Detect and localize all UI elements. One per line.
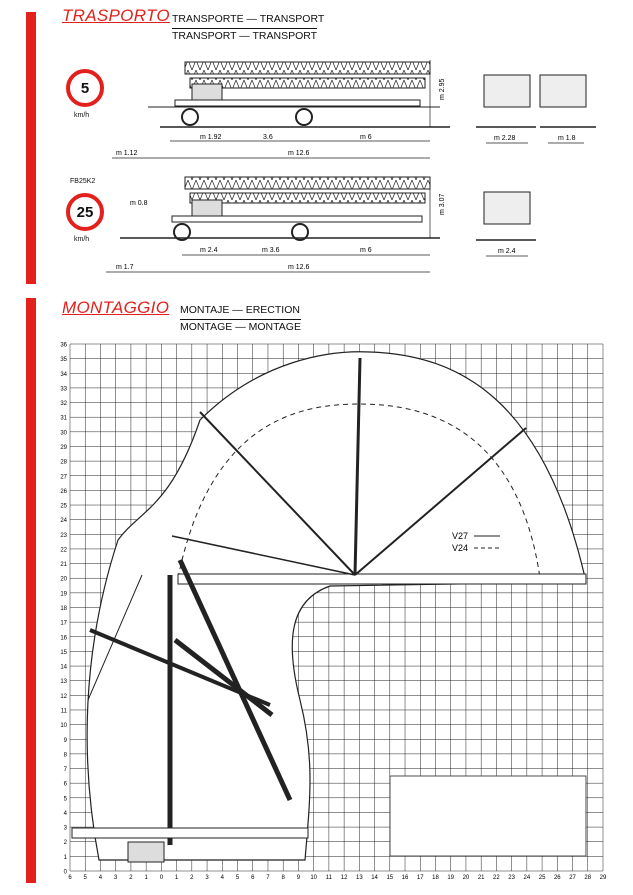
x-tick-label: 25 [538,875,546,881]
y-tick-label: 30 [60,430,67,437]
speed-unit-5: km/h [74,112,90,119]
y-axis-ticks [60,343,67,876]
y-tick-label: 22 [60,547,67,554]
y-tick-label: 7 [63,767,67,774]
dim-width-2: m 1.8 [558,135,576,142]
dim-bottom-top-left: m 0.8 [130,200,148,207]
x-tick-label: 1 [174,875,179,881]
x-tick-label: 4 [98,875,103,881]
x-tick-label: 8 [281,875,285,881]
x-tick-label: 27 [569,875,576,881]
x-tick-label: 29 [599,875,607,881]
speed-value-5: 5 [80,79,90,97]
y-tick-label: 13 [60,679,67,686]
x-tick-label: 3 [205,875,209,881]
x-tick-label: 13 [355,875,363,881]
y-tick-label: 15 [60,649,67,656]
y-tick-label: 10 [60,723,67,730]
x-tick-label: 19 [447,875,455,881]
x-tick-label: 14 [371,875,378,881]
dim-height-bottom: m 3.07 [439,193,446,215]
x-tick-label: 11 [325,875,333,881]
dim-height-top: m 2.95 [439,78,446,100]
dim-bottom-3: m 6 [360,247,372,254]
montaggio-subtitle-2: MONTAGE — MONTAGE [180,321,301,333]
model-label: FB25K2 [70,178,96,185]
x-tick-label: 5 [83,875,87,881]
x-tick-label: 1 [144,875,148,881]
trasporto-subtitle-2: TRANSPORT — TRANSPORT [172,30,318,42]
x-tick-label: 26 [553,875,561,881]
dim-top-1: m 1.92 [200,134,222,141]
x-tick-label: 18 [432,875,439,881]
x-tick-label: 21 [477,875,485,881]
legend-v24-label: V24 [452,543,469,553]
dim-top-left: m 1.12 [116,150,138,157]
dim-width-1: m 2.28 [494,135,516,142]
x-tick-label: 28 [584,875,592,881]
dim-top-3: m 6 [360,134,372,141]
x-tick-label: 23 [508,875,515,881]
y-tick-label: 8 [63,752,67,759]
y-tick-label: 18 [60,606,67,612]
y-tick-label: 21 [60,562,67,569]
speed-value-25: 25 [76,203,94,221]
x-tick-label: 6 [68,875,72,881]
y-tick-label: 5 [63,796,67,803]
x-tick-label: 22 [493,875,500,881]
x-tick-label: 17 [416,875,424,881]
y-tick-label: 1 [63,854,67,861]
y-tick-label: 0 [63,869,67,876]
blank-area [390,776,586,856]
y-tick-label: 23 [60,532,67,539]
trasporto-title: TRASPORTO [62,6,170,25]
x-tick-label: 2 [190,875,194,881]
x-tick-label: 0 [159,875,164,881]
dim-top-total: m 12.6 [288,150,310,157]
y-tick-label: 29 [60,444,67,451]
x-tick-label: 16 [401,875,409,881]
y-tick-label: 12 [60,693,67,700]
x-tick-label: 4 [220,875,224,881]
y-tick-label: 19 [60,591,67,598]
y-tick-label: 28 [60,459,67,466]
legend-v27-label: V27 [452,531,469,541]
y-tick-label: 17 [60,620,67,627]
dim-bottom-total: m 12.6 [288,264,310,271]
x-tick-label: 7 [266,875,270,881]
y-tick-label: 11 [60,708,67,715]
dim-width-bottom: m 2.4 [498,248,516,255]
y-tick-label: 4 [63,810,67,817]
y-tick-label: 31 [60,415,67,422]
montaggio-subtitle-1: MONTAJE — ERECTION [180,304,300,316]
x-tick-label: 24 [523,875,531,881]
y-tick-label: 34 [60,371,67,378]
x-tick-label: 10 [310,875,318,881]
dim-bottom-2: m 3.6 [262,247,280,254]
dim-bottom-left: m 1.7 [116,264,134,271]
x-tick-label: 15 [386,875,394,881]
y-tick-label: 24 [60,518,67,525]
x-tick-label: 12 [340,875,348,881]
y-tick-label: 14 [60,664,67,671]
x-axis-ticks [68,875,607,881]
y-tick-label: 33 [60,386,67,393]
dim-top-2: 3.6 [263,134,273,141]
y-tick-label: 36 [60,342,67,349]
speed-unit-25: km/h [74,236,90,243]
y-tick-label: 6 [63,781,67,788]
y-tick-label: 25 [60,503,67,510]
y-tick-label: 9 [63,737,67,744]
y-tick-label: 16 [60,635,67,642]
y-tick-label: 27 [60,474,67,481]
x-tick-label: 2 [129,875,133,881]
x-tick-label: 3 [114,875,118,881]
y-tick-label: 26 [60,488,67,495]
y-tick-label: 20 [60,576,67,583]
y-tick-label: 2 [63,840,67,847]
y-tick-label: 32 [60,401,67,408]
x-tick-label: 6 [251,875,255,881]
y-tick-label: 3 [63,825,67,832]
x-tick-label: 9 [296,875,301,881]
montaggio-title: MONTAGGIO [62,298,170,317]
trasporto-subtitle-1: TRANSPORTE — TRANSPORT [172,13,325,25]
dim-bottom-1: m 2.4 [200,247,218,254]
y-tick-label: 35 [60,357,67,364]
x-tick-label: 5 [235,875,240,881]
x-tick-label: 20 [462,875,470,881]
